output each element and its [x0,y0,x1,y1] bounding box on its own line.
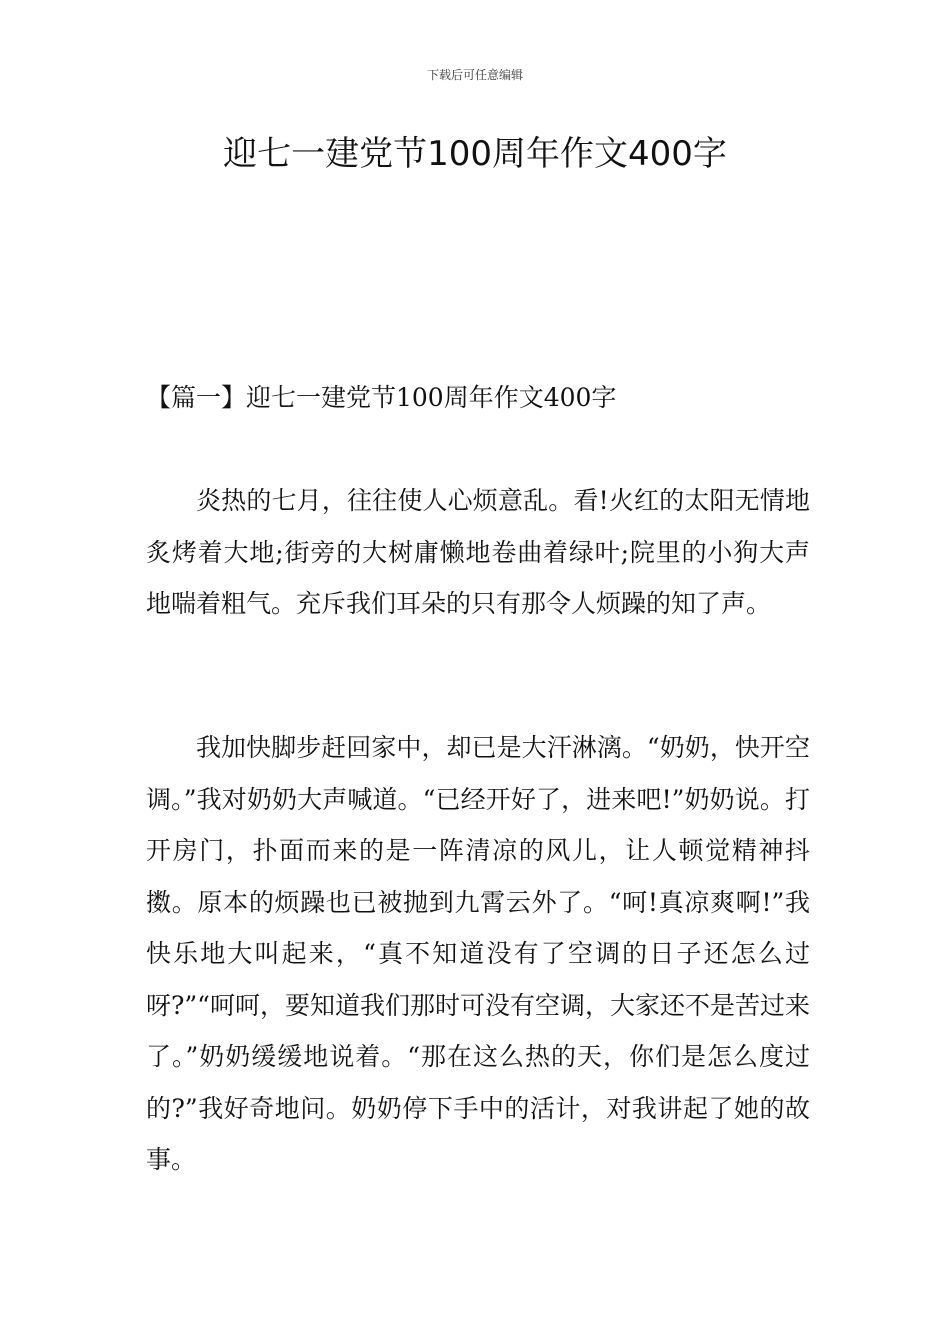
section-heading: 【篇一】迎七一建党节100周年作文400字 [146,383,617,412]
header-note: 下载后可任意编辑 [426,68,523,82]
document-title: 迎七一建党节100周年作文400字 [223,134,727,174]
body-paragraph-2: 我加快脚步赶回家中，却已是大汗淋漓。“奶奶，快开空调。”我对奶奶大声喊道。“已经开好了，进来吧!”奶奶说。打开房门，扑面而来的是一阵清凉的风儿，让人顿觉精神抖擞。原本的烦躁也已被抛到九霄云外了。“呵!真凉爽啊!”我快乐地大叫起来，“真不知道没有了空调的日子还怎么过呀?”“呵呵，要知道我们那时可没有空调，大家还不是苦过来了。”奶奶缓缓地说着。“那在这么热的天，你们是怎么度过的?”我好奇地问。奶奶停下手中的活计，对我讲起了她的故事。 [146,733,810,1174]
body-paragraph-1: 炎热的七月，往往使人心烦意乱。看!火红的太阳无情地炙烤着大地;街旁的大树庸懒地卷曲着绿叶;院里的小狗大声地喘着粗气。充斥我们耳朵的只有那令人烦躁的知了声。 [146,486,810,618]
